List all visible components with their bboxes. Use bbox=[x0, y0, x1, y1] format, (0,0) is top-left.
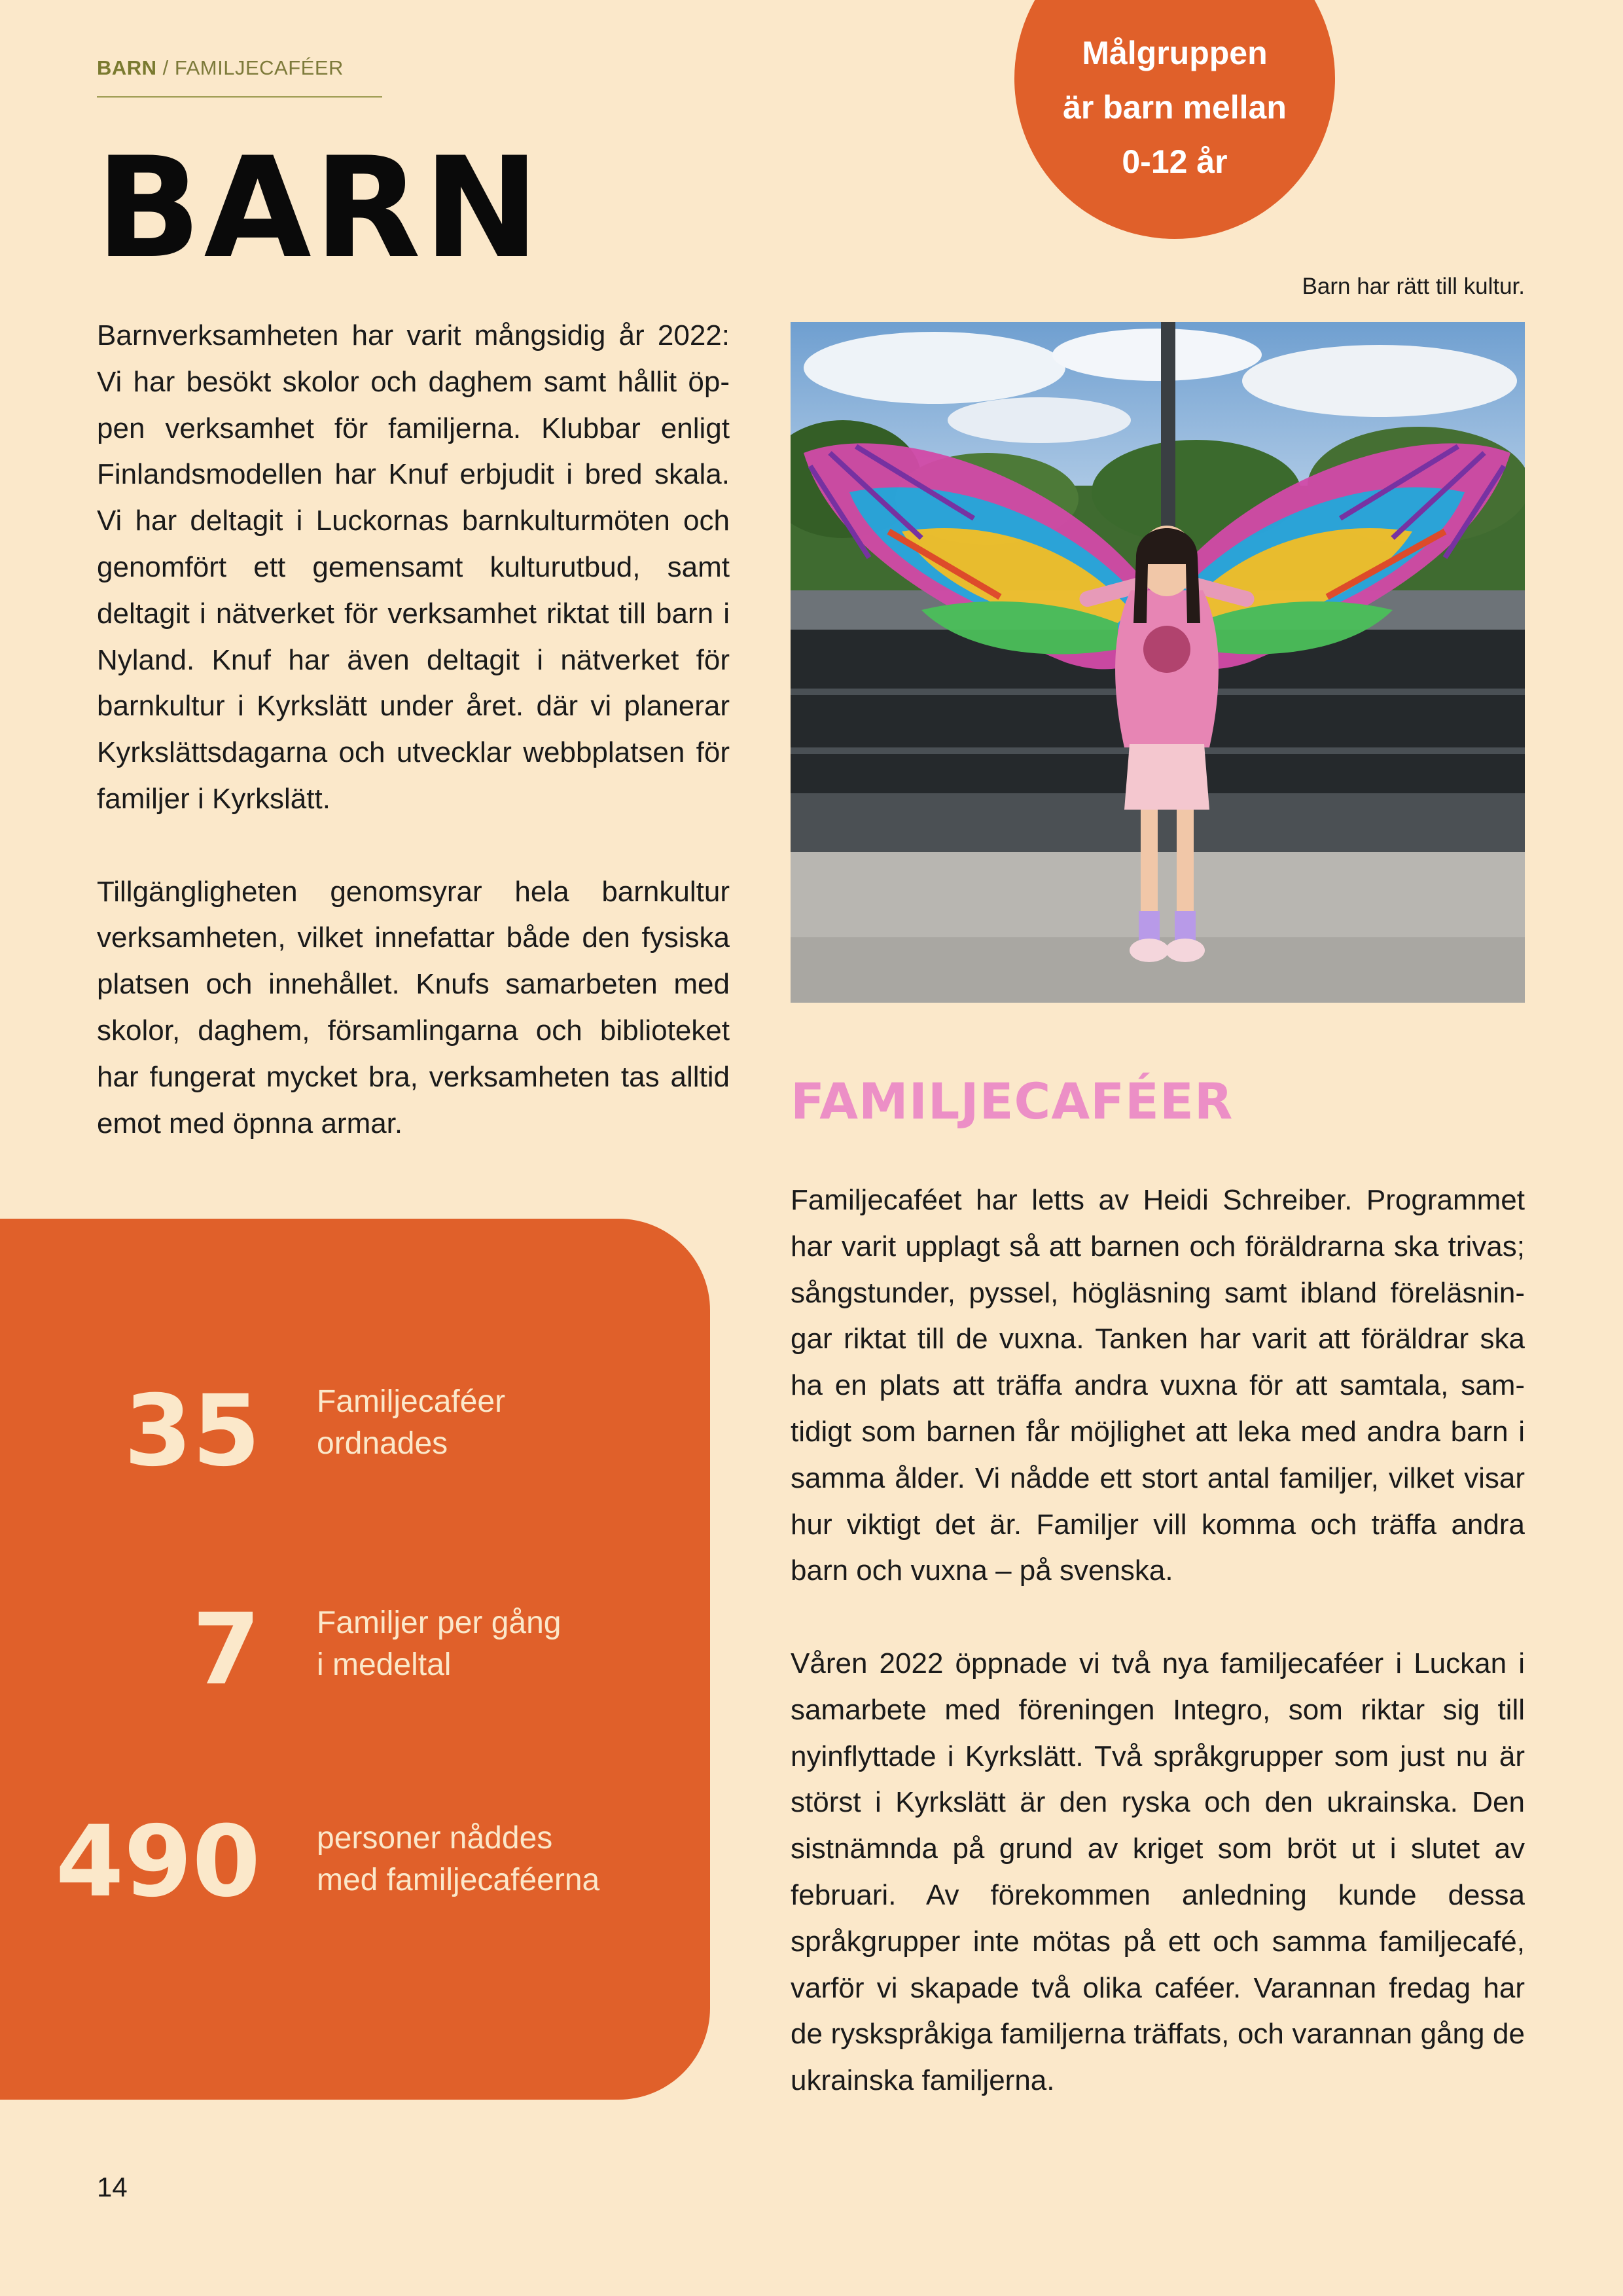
intro-paragraph: Tillgängligheten genomsyrar hela barnkultur verksamheten, vilket innefattar både den fysiska platsen och innehållet. Knufs samarbeten med skolor, daghem, församlingarna och biblioteket har fungerat mycket bra, verksamheten tas alltid emot med öpnna armar. bbox=[97, 875, 730, 1139]
stat-value: 35 bbox=[124, 1374, 260, 1488]
stat-label: Familjer per gång i medeltal bbox=[317, 1605, 562, 1682]
intro-text bbox=[97, 313, 730, 1147]
stat-value: 7 bbox=[192, 1593, 260, 1707]
familjecafe-text bbox=[791, 1177, 1525, 2104]
intro-paragraph: Barnverksamheten har varit mångsidig år 2022: Vi har besökt skolor och daghem samt hållit öppen verksamhet för familjerna. Klubbar enligt Finlandsmodellen har Knuf erbjudit i bred skala. Vi har deltagit i Luckornas barnkulturmöten och genomfört ett gemensamt kulturutbud, samt deltagit i nätverket för verksamhet riktat till barn i Nyland. Knuf har även deltagit i nätverket för barnkultur i Kyrkslätt under året. där vi planerar Kyrkslättsdagarna och utvecklar webbplatsen för familjer i Kyrkslätt. bbox=[97, 319, 730, 815]
breadcrumb-section: BARN bbox=[97, 56, 157, 79]
photo-child-with-paper-wings bbox=[791, 322, 1525, 1003]
breadcrumb-page: FAMILJECAFÉER bbox=[174, 56, 344, 79]
stat-label: Familjecaféer ordnades bbox=[317, 1384, 506, 1461]
familjecafe-paragraph: Våren 2022 öppnade vi två nya familjecaféer i Luckan i samarbete med föreningen Integro, som riktar sig till nyinflyttade i Kyrkslätt. Två språkgrupper som just nu är störst i Kyrkslätt är den ryska och den ukrainska. Den sistnämnda på grund av kriget som bröt ut i slutet av februari. Av förekommen anledning kunde dessa språkgrupper inte mötas på ett och samma familjecafé, varför vi skapade två olika caféer. Varannan fredag har de ryskspråkiga familjerna träffats, och varannan gång de ukrainska familjerna. bbox=[791, 1647, 1525, 2097]
target-group-text: Målgruppen är barn mellan 0-12 år bbox=[1063, 35, 1287, 180]
familjecafe-paragraph: Familjecaféet har letts av Heidi Schreiber. Programmet har varit upplagt så att barnen och föräldrarna ska trivas; sångstunder, pyssel, högläsning samt ibland föreläsningar riktat till de vuxna. Tanken har varit att föräldrar ska ha en plats att träffa andra vuxna för att samtala, samtidigt som barnen får möjlighet att leka med andra barn i samma ålder. Vi nådde ett stort antal familjer, vilket visar hur viktigt det är. Familjer vill komma och träffa andra barn och vuxna – på svenska. bbox=[791, 1184, 1525, 1587]
breadcrumb bbox=[97, 56, 344, 80]
page-number: 14 bbox=[97, 2172, 128, 2202]
stat-value: 490 bbox=[55, 1805, 260, 1919]
photo-caption: Barn har rätt till kultur. bbox=[1302, 274, 1525, 299]
stat-label: personer nåddes med familjecaféerna bbox=[317, 1821, 600, 1897]
page-title: BARN bbox=[96, 127, 543, 289]
breadcrumb-divider bbox=[97, 96, 382, 98]
section-heading-familjecafeer: FAMILJECAFÉER bbox=[791, 1072, 1234, 1130]
breadcrumb-separator: / bbox=[156, 56, 175, 79]
